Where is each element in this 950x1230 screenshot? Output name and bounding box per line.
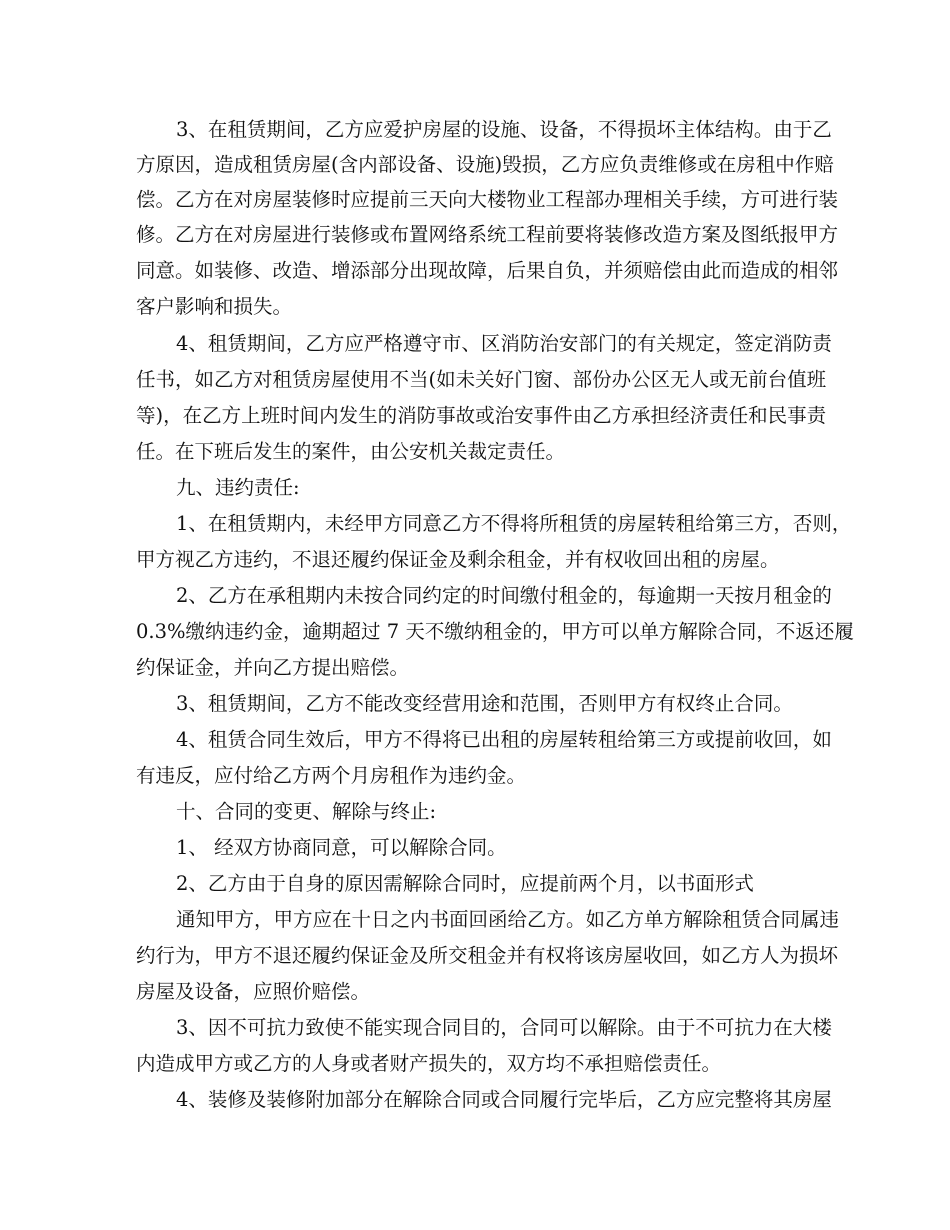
section-heading-10: 十、合同的变更、解除与终止: [176, 800, 437, 823]
paragraph-8-4-line-3: 等)，在乙方上班时间内发生的消防事故或治安事件由乙方承担经济责任和民事责 [136, 404, 827, 427]
paragraph-8-4-line-2: 任书，如乙方对租赁房屋使用不当(如未关好门窗、部份办公区无人或无前台值班 [136, 368, 827, 391]
paragraph-9-3: 3、租赁期间，乙方不能改变经营用途和范围，否则甲方有权终止合同。 [176, 692, 793, 715]
paragraph-8-3-line-3: 偿。乙方在对房屋装修时应提前三天向大楼物业工程部办理相关手续，方可进行装 [136, 188, 839, 211]
paragraph-9-2-line-2: 0.3%缴纳违约金，逾期超过 7 天不缴纳租金的，甲方可以单方解除合同，不返还履 [136, 620, 854, 643]
paragraph-10-2-line-2: 通知甲方，甲方应在十日之内书面回函给乙方。如乙方单方解除租赁合同属违 [176, 908, 840, 931]
paragraph-8-4-line-1: 4、租赁期间，乙方应严格遵守市、区消防治安部门的有关规定，签定消防责 [176, 332, 832, 355]
paragraph-9-4-line-1: 4、租赁合同生效后，甲方不得将已出租的房屋转租给第三方或提前收回，如 [176, 728, 832, 751]
paragraph-9-2-line-3: 约保证金，并向乙方提出赔偿。 [136, 656, 410, 679]
paragraph-10-3-line-1: 3、因不可抗力致使不能实现合同目的，合同可以解除。由于不可抗力在大楼 [176, 1016, 832, 1039]
paragraph-8-4-line-4: 任。在下班后发生的案件，由公安机关裁定责任。 [136, 440, 566, 463]
paragraph-10-2-line-4: 房屋及设备，应照价赔偿。 [136, 980, 371, 1003]
paragraph-10-2-line-1: 2、乙方由于自身的原因需解除合同时，应提前两个月，以书面形式 [176, 872, 754, 895]
paragraph-9-1-line-1: 1、在租赁期内，未经甲方同意乙方不得将所租赁的房屋转租给第三方，否则， [176, 512, 852, 535]
paragraph-8-3-line-1: 3、在租赁期间，乙方应爱护房屋的设施、设备，不得损坏主体结构。由于乙 [176, 118, 832, 141]
paragraph-9-4-line-2: 有违反，应付给乙方两个月房租作为违约金。 [136, 764, 527, 787]
paragraph-9-1-line-2: 甲方视乙方违约，不退还履约保证金及剩余租金，并有权收回出租的房屋。 [136, 548, 780, 571]
paragraph-8-3-line-4: 修。乙方在对房屋进行装修或布置网络系统工程前要将装修改造方案及图纸报甲方 [136, 223, 839, 246]
paragraph-9-2-line-1: 2、乙方在承租期内未按合同约定的时间缴付租金的，每逾期一天按月租金的 [176, 584, 832, 607]
paragraph-10-1: 1、 经双方协商同意，可以解除合同。 [176, 836, 507, 859]
paragraph-8-3-line-6: 客户影响和损失。 [136, 295, 293, 318]
paragraph-10-4-line-1: 4、装修及装修附加部分在解除合同或合同履行完毕后，乙方应完整将其房屋 [176, 1088, 832, 1111]
paragraph-8-3-line-5: 同意。如装修、改造、增添部分出现故障，后果自负，并须赔偿由此而造成的相邻 [136, 259, 839, 282]
paragraph-10-2-line-3: 约行为，甲方不退还履约保证金及所交租金并有权将该房屋收回，如乙方人为损坏 [136, 944, 839, 967]
paragraph-8-3-line-2: 方原因，造成租赁房屋(含内部设备、设施)毁损，乙方应负责维修或在房租中作赔 [136, 153, 834, 176]
section-heading-9: 九、违约责任: [176, 476, 300, 499]
paragraph-10-3-line-2: 内造成甲方或乙方的人身或者财产损失的，双方均不承担赔偿责任。 [136, 1052, 722, 1075]
